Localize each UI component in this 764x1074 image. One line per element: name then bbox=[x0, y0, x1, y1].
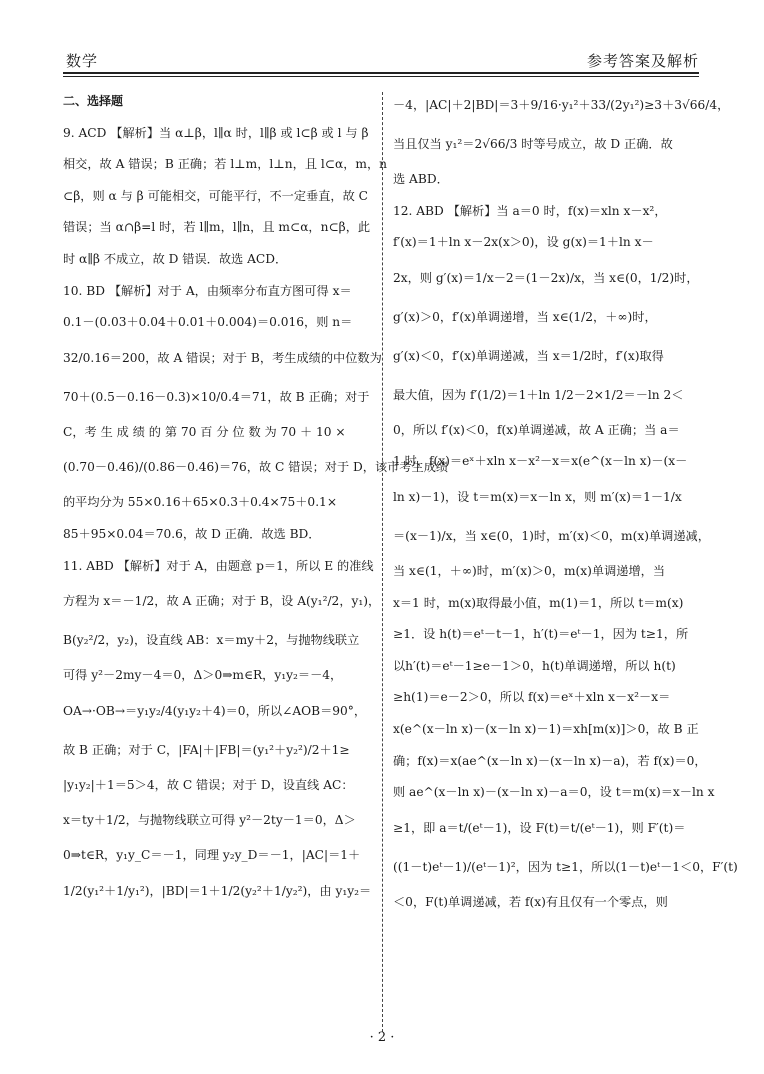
text-line: 85＋95×0.04＝70.6，故 D 正确．故选 BD． bbox=[63, 526, 321, 541]
header-rule-thin bbox=[63, 76, 699, 77]
text-line: 70＋(0.5－0.16－0.3)×10/0.4＝71，故 B 正确；对于 bbox=[63, 389, 370, 404]
page-header bbox=[63, 50, 699, 72]
text-line: 方程为 x＝－1/2，故 A 正确；对于 B，设 A(y₁²/2，y₁)， bbox=[63, 594, 381, 609]
text-line: 32/0.16＝200，故 A 错误；对于 B，考生成绩的中位数为 bbox=[63, 350, 382, 365]
text-line: 0.1－(0.03＋0.04＋0.01＋0.004)＝0.016，则 n＝ bbox=[63, 315, 353, 330]
text-line: C，考 生 成 绩 的 第 70 百 分 位 数 为 70 ＋ 10 × bbox=[63, 424, 346, 439]
text-line: 以h′(t)＝eᵗ－1≥e－1＞0，h(t)单调递增，所以 h(t) bbox=[393, 658, 676, 673]
text-line: 选 ABD． bbox=[393, 172, 449, 186]
text-line: 2x，则 g′(x)＝1/x－2＝(1－2x)/x，当 x∈(0，1/2)时， bbox=[393, 270, 699, 285]
subject-label: 数学 bbox=[66, 52, 99, 70]
text-line: 则 ae^(x－ln x)－(x－ln x)－a＝0，设 t＝m(x)＝x－ln x bbox=[393, 785, 715, 800]
page-number: · 2 · bbox=[369, 1030, 395, 1045]
text-line: －4，|AC|＋2|BD|＝3＋9/16·y₁²＋33/(2y₁²)≥3＋3√66/4， bbox=[393, 98, 730, 112]
text-line: ≥1．设 h(t)＝eᵗ－t－1，h′(t)＝eᵗ－1，因为 t≥1，所 bbox=[393, 627, 689, 642]
text-line: 0⇒t∈R，y₁y_C＝－1，同理 y₂y_D＝－1，|AC|＝1＋ bbox=[63, 848, 361, 863]
text-line: 1 时，f(x)＝eˣ＋xln x－x²－x＝x(e^(x－ln x)－(x－ bbox=[393, 454, 688, 469]
text-line: 11. ABD 【解析】对于 A，由题意 p＝1，所以 E 的准线 bbox=[63, 558, 374, 573]
text-line: 确；f(x)＝x(ae^(x－ln x)－(x－ln x)－a)，若 f(x)＝0， bbox=[393, 753, 707, 768]
text-line: ((1－t)eᵗ－1)/(eᵗ－1)²，因为 t≥1，所以(1－t)eᵗ－1＜0，F′(t) bbox=[393, 859, 738, 874]
text-line: ≥1，即 a＝t/(eᵗ－1)，设 F(t)＝t/(eᵗ－1)，则 F′(t)＝ bbox=[393, 820, 686, 835]
text-line: 错误；当 α∩β=l 时，若 l∥m，l∥n，且 m⊂α，n⊂β，此 bbox=[63, 220, 371, 235]
text-line: 9. ACD 【解析】当 α⊥β，l∥α 时，l∥β 或 l⊂β 或 l 与 β bbox=[63, 125, 369, 140]
text-line: B(y₂²/2，y₂)，设直线 AB：x＝my＋2，与抛物线联立 bbox=[63, 633, 360, 648]
header-title: 参考答案及解析 bbox=[586, 52, 699, 70]
right-column bbox=[393, 86, 738, 918]
text-line: 1/2(y₁²＋1/y₁²)，|BD|＝1＋1/2(y₂²＋1/y₂²)，由 y₁y₂＝ bbox=[63, 883, 372, 898]
text-line: x(e^(x－ln x)－(x－ln x)－1)＝xh[m(x)]＞0，故 B 正 bbox=[393, 721, 699, 736]
text-line: 时 α∥β 不成立，故 D 错误．故选 ACD． bbox=[63, 251, 288, 266]
text-line: x＝ty＋1/2，与抛物线联立可得 y²－2ty－1＝0，Δ＞ bbox=[63, 813, 356, 828]
column-divider bbox=[382, 92, 383, 1032]
text-line: 0，所以 f′(x)＜0，f(x)单调递减，故 A 正确；当 a＝ bbox=[393, 422, 680, 437]
text-line: |y₁y₂|＋1＝5＞4，故 C 错误；对于 D，设直线 AC： bbox=[63, 777, 354, 792]
text-line: 当 x∈(1，＋∞)时，m′(x)＞0，m(x)单调递增，当 bbox=[393, 563, 666, 578]
text-line: 当且仅当 y₁²＝2√66/3 时等号成立，故 D 正确．故 bbox=[393, 137, 673, 151]
text-line: g′(x)＞0，f′(x)单调递增，当 x∈(1/2，＋∞)时， bbox=[393, 309, 657, 324]
text-line: ＜0，F(t)单调递减，若 f(x)有且仅有一个零点，则 bbox=[393, 894, 668, 909]
text-line: g′(x)＜0，f′(x)单调递减，当 x＝1/2时，f′(x)取得 bbox=[393, 348, 664, 363]
header-rule-thick bbox=[63, 72, 699, 74]
text-line: ≥h(1)＝e－2＞0，所以 f(x)＝eˣ＋xln x－x²－x＝ bbox=[393, 690, 671, 705]
text-line: (0.70－0.46)/(0.86－0.46)＝76，故 C 错误；对于 D，该市考生成绩 bbox=[63, 460, 449, 475]
text-line: 12. ABD 【解析】当 a＝0 时，f(x)＝xln x－x²， bbox=[393, 203, 667, 218]
text-line: 最大值，因为 f′(1/2)＝1＋ln 1/2－2×1/2＝－ln 2＜ bbox=[393, 387, 684, 402]
text-line: OA→·OB→＝y₁y₂/4(y₁y₂＋4)＝0，所以∠AOB＝90°， bbox=[63, 703, 367, 718]
text-line: x＝1 时，m(x)取得最小值，m(1)＝1，所以 t＝m(x) bbox=[393, 595, 684, 610]
text-line: 的平均分为 55×0.16＋65×0.3＋0.4×75＋0.1× bbox=[63, 495, 338, 510]
text-line: ＝(x－1)/x，当 x∈(0，1)时，m′(x)＜0，m(x)单调递减， bbox=[393, 528, 710, 543]
text-line: 可得 y²－2my－4＝0，Δ＞0⇒m∈R，y₁y₂＝－4， bbox=[63, 668, 343, 683]
text-line: ln x)－1)，设 t＝m(x)＝x－ln x，则 m′(x)＝1－1/x bbox=[393, 489, 682, 504]
text-line: 10. BD 【解析】对于 A，由频率分布直方图可得 x＝ bbox=[63, 283, 352, 298]
text-line: f′(x)＝1＋ln x－2x(x＞0)，设 g(x)＝1＋ln x－ bbox=[393, 235, 654, 250]
text-line: 故 B 正确；对于 C，|FA|＋|FB|＝(y₁²＋y₂²)/2＋1≥ bbox=[63, 742, 350, 757]
section-heading: 二、选择题 bbox=[63, 94, 124, 108]
text-line: 相交，故 A 错误；B 正确；若 l⊥m，l⊥n，且 l⊂α，m，n bbox=[63, 157, 387, 172]
text-line: ⊂β，则 α 与 β 可能相交，可能平行，不一定垂直，故 C bbox=[63, 188, 368, 203]
